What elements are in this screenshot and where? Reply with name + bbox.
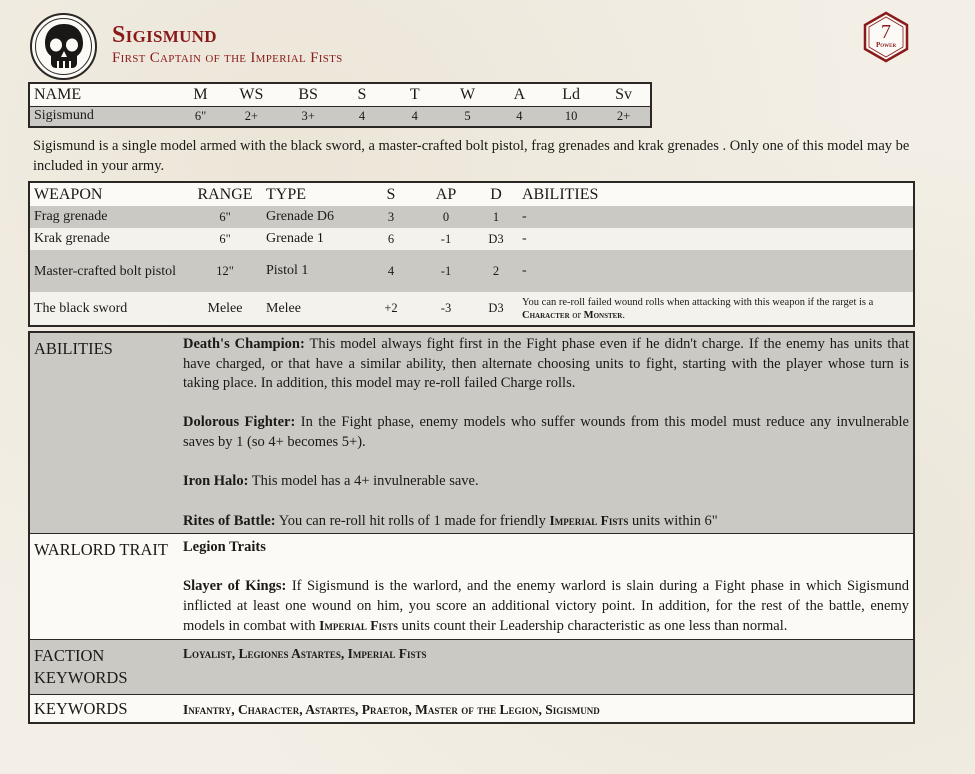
weapon-cell: Frag grenade [29,206,184,228]
stat-header: NAME [29,83,179,106]
ability-table [28,331,915,724]
stat-cell: 10 [545,106,597,127]
power-value: 7 [881,21,891,43]
power-badge [862,11,910,63]
weapon-header: D [470,182,518,206]
ability-name: Death's Champion: [183,336,305,352]
warlord-heading: Legion Traits [183,539,266,555]
faction-keywords-value: Loyalist, Legiones Astartes, Imperial Fists [183,645,427,661]
weapon-cell: 12" [184,250,262,292]
stat-header: S [336,83,388,106]
weapon-cell: - [518,250,914,292]
weapon-cell: Grenade D6 [262,206,360,228]
weapon-row [29,250,914,292]
keyword: Imperial Fists [549,512,629,528]
stat-header: T [388,83,442,106]
ability-name: Rites of Battle: [183,512,276,529]
warlord-body [179,534,914,640]
weapon-row [29,228,914,250]
weapon-cell: -3 [418,292,470,326]
stat-table [28,82,652,128]
keyword: Imperial Fists [319,618,399,633]
stat-header: WS [222,83,280,106]
weapon-header: WEAPON [29,182,184,206]
weapon-cell: - [518,228,914,250]
warlord-label: WARLORD TRAIT [29,534,179,640]
stat-header: Ld [545,83,597,106]
weapon-cell: D3 [470,292,518,326]
stat-row [29,106,651,127]
stat-cell: 3+ [280,106,336,127]
weapon-cell: Melee [262,292,360,326]
weapon-header-row [29,182,914,206]
stat-cell: 2+ [597,106,651,127]
stat-header: A [493,83,545,106]
stat-header-row [29,83,651,106]
ability-text: This model always fight first in the Fight phase even if he didn't charge. If the enemy has units that have charged, or that have a similar ability, then alternate choosing units to fight, starting with the player whose turn is taking place. In addition, this model may re-roll failed Charge rolls. [183,336,909,391]
weapon-cell: - [518,206,914,228]
weapon-ability-text: . [622,309,625,321]
unit-subtitle: First Captain of the Imperial Fists [112,50,343,66]
power-label: Power [875,41,897,49]
stat-cell: 4 [493,106,545,127]
ability-text: You can re-roll hit rolls of 1 made for friendly [278,512,546,529]
stat-header: Sv [597,83,651,106]
weapon-cell: 6" [184,206,262,228]
stat-cell: 4 [388,106,442,127]
keywords-label: KEYWORDS [29,694,179,723]
ability-text: This model has a 4+ invulnerable save. [251,472,479,489]
ability-text: units within 6" [631,512,718,529]
warlord-trait-text: If Sigismund is the warlord, and the enemy warlord is slain during a Fight phase in which Sigismund inflicted at least one wound on him, you score an additional victory point. In addition, for the rest of the battle, enemy models in combat with [183,578,909,634]
faction-keywords-body [179,639,914,694]
weapon-cell: Master-crafted bolt pistol [29,250,184,292]
weapon-row [29,292,914,326]
stat-header: W [442,83,494,106]
ability-text: In the Fight phase, enemy models who suffer wounds from this model must reduce any invulnerable saves by 1 (so 4+ becomes 5+). [183,414,909,450]
warlord-row [29,534,914,640]
weapon-cell: 1 [470,206,518,228]
keyword: Character [522,309,570,321]
weapon-ability-cell [518,292,914,326]
weapon-header: ABILITIES [518,182,914,206]
weapon-table [28,181,915,327]
stat-header: BS [280,83,336,106]
weapon-cell: 4 [360,250,418,292]
weapon-header: S [360,182,418,206]
weapon-row [29,206,914,228]
stat-header: M [179,83,223,106]
weapon-cell: +2 [360,292,418,326]
stat-cell: Sigismund [29,106,179,127]
weapon-cell: 6 [360,228,418,250]
warlord-trait-text: units count their Leadership characteristic as one less than normal. [401,618,788,634]
abilities-label: ABILITIES [29,332,179,534]
weapon-header: RANGE [184,182,262,206]
weapon-cell: 2 [470,250,518,292]
weapon-cell: Krak grenade [29,228,184,250]
weapon-cell: Pistol 1 [262,250,360,292]
weapon-header: AP [418,182,470,206]
keyword: Monster [583,309,623,321]
faction-keywords-label: FACTION KEYWORDS [29,639,179,694]
weapon-ability-text: You can re-roll failed wound rolls when attacking with this weapon if the rarget is a [522,296,874,308]
warlord-trait-name: Slayer of Kings: [183,578,287,594]
weapon-cell: Melee [184,292,262,326]
abilities-row [29,332,914,534]
ability-name: Iron Halo: [183,472,249,489]
weapon-cell: Grenade 1 [262,228,360,250]
skull-icon [30,13,97,80]
weapon-cell: 3 [360,206,418,228]
weapon-cell: D3 [470,228,518,250]
stat-cell: 6" [179,106,223,127]
weapon-cell: 6" [184,228,262,250]
keywords-body [179,694,914,723]
stat-cell: 2+ [222,106,280,127]
weapon-cell: -1 [418,250,470,292]
stat-cell: 4 [336,106,388,127]
faction-keywords-row [29,639,914,694]
weapon-cell: The black sword [29,292,184,326]
keywords-value: Infantry, Character, Astartes, Praetor, Master of the Legion, Sigismund [183,701,600,717]
ability-name: Dolorous Fighter: [183,414,296,430]
weapon-header: TYPE [262,182,360,206]
keywords-row [29,694,914,723]
stat-cell: 5 [442,106,494,127]
weapon-ability-text: or [572,309,582,321]
abilities-body [179,332,914,534]
weapon-cell: 0 [418,206,470,228]
unit-description: Sigismund is a single model armed with the black sword, a master-crafted bolt pistol, frag grenades and krak grenades . Only one of this model may be included in your army. [33,138,910,174]
weapon-cell: -1 [418,228,470,250]
unit-name: Sigismund [112,22,217,48]
